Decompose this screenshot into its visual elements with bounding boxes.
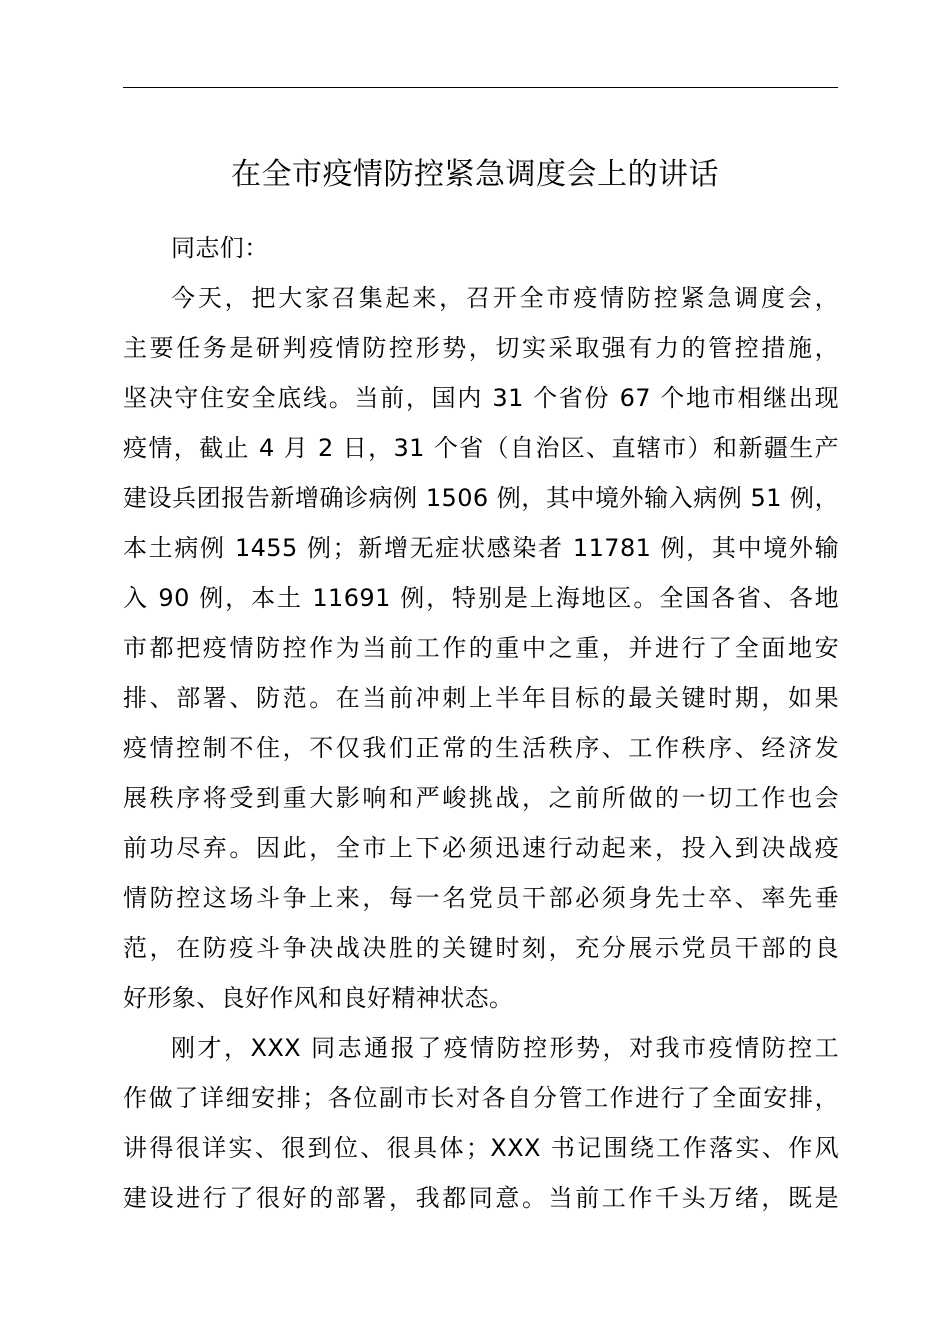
header-rule	[123, 87, 838, 88]
paragraph-line: 本土病例 1455 例；新增无症状感染者 11781 例，其中境外输	[123, 534, 839, 562]
paragraph-line: 范，在防疫斗争决战决胜的关键时刻，充分展示党员干部的良	[123, 934, 839, 962]
paragraph-line: 疫情控制不住，不仅我们正常的生活秩序、工作秩序、经济发	[123, 734, 839, 762]
document-body	[123, 223, 839, 1223]
paragraph-line: 讲得很详实、很到位、很具体；XXX 书记围绕工作落实、作风	[123, 1134, 839, 1162]
salutation: 同志们：	[171, 234, 269, 262]
paragraph-line: 作做了详细安排；各位副市长对各自分管工作进行了全面安排，	[123, 1084, 839, 1112]
document-title: 在全市疫情防控紧急调度会上的讲话	[231, 157, 719, 192]
paragraph-line: 建设进行了很好的部署，我都同意。当前工作千头万绪，既是	[123, 1184, 839, 1212]
paragraph-line: 市都把疫情防控作为当前工作的重中之重，并进行了全面地安	[123, 634, 839, 662]
paragraph-line: 情防控这场斗争上来，每一名党员干部必须身先士卒、率先垂	[123, 884, 839, 912]
paragraph-line: 今天，把大家召集起来，召开全市疫情防控紧急调度会，	[171, 284, 839, 312]
paragraph-line: 主要任务是研判疫情防控形势，切实采取强有力的管控措施，	[123, 334, 839, 362]
paragraph-line: 刚才，XXX 同志通报了疫情防控形势，对我市疫情防控工	[171, 1034, 839, 1062]
paragraph-line: 疫情，截止 4 月 2 日，31 个省（自治区、直辖市）和新疆生产	[123, 434, 839, 462]
paragraph-line: 前功尽弃。因此，全市上下必须迅速行动起来，投入到决战疫	[123, 834, 839, 862]
paragraph-line: 坚决守住安全底线。当前，国内 31 个省份 67 个地市相继出现	[123, 384, 839, 412]
paragraph-line: 展秩序将受到重大影响和严峻挑战，之前所做的一切工作也会	[123, 784, 839, 812]
paragraph-line: 入 90 例，本土 11691 例，特别是上海地区。全国各省、各地	[123, 584, 839, 612]
paragraph-line: 建设兵团报告新增确诊病例 1506 例，其中境外输入病例 51 例，	[123, 484, 839, 512]
paragraph-line: 排、部署、防范。在当前冲刺上半年目标的最关键时期，如果	[123, 684, 839, 712]
paragraph-line: 好形象、良好作风和良好精神状态。	[123, 984, 514, 1012]
